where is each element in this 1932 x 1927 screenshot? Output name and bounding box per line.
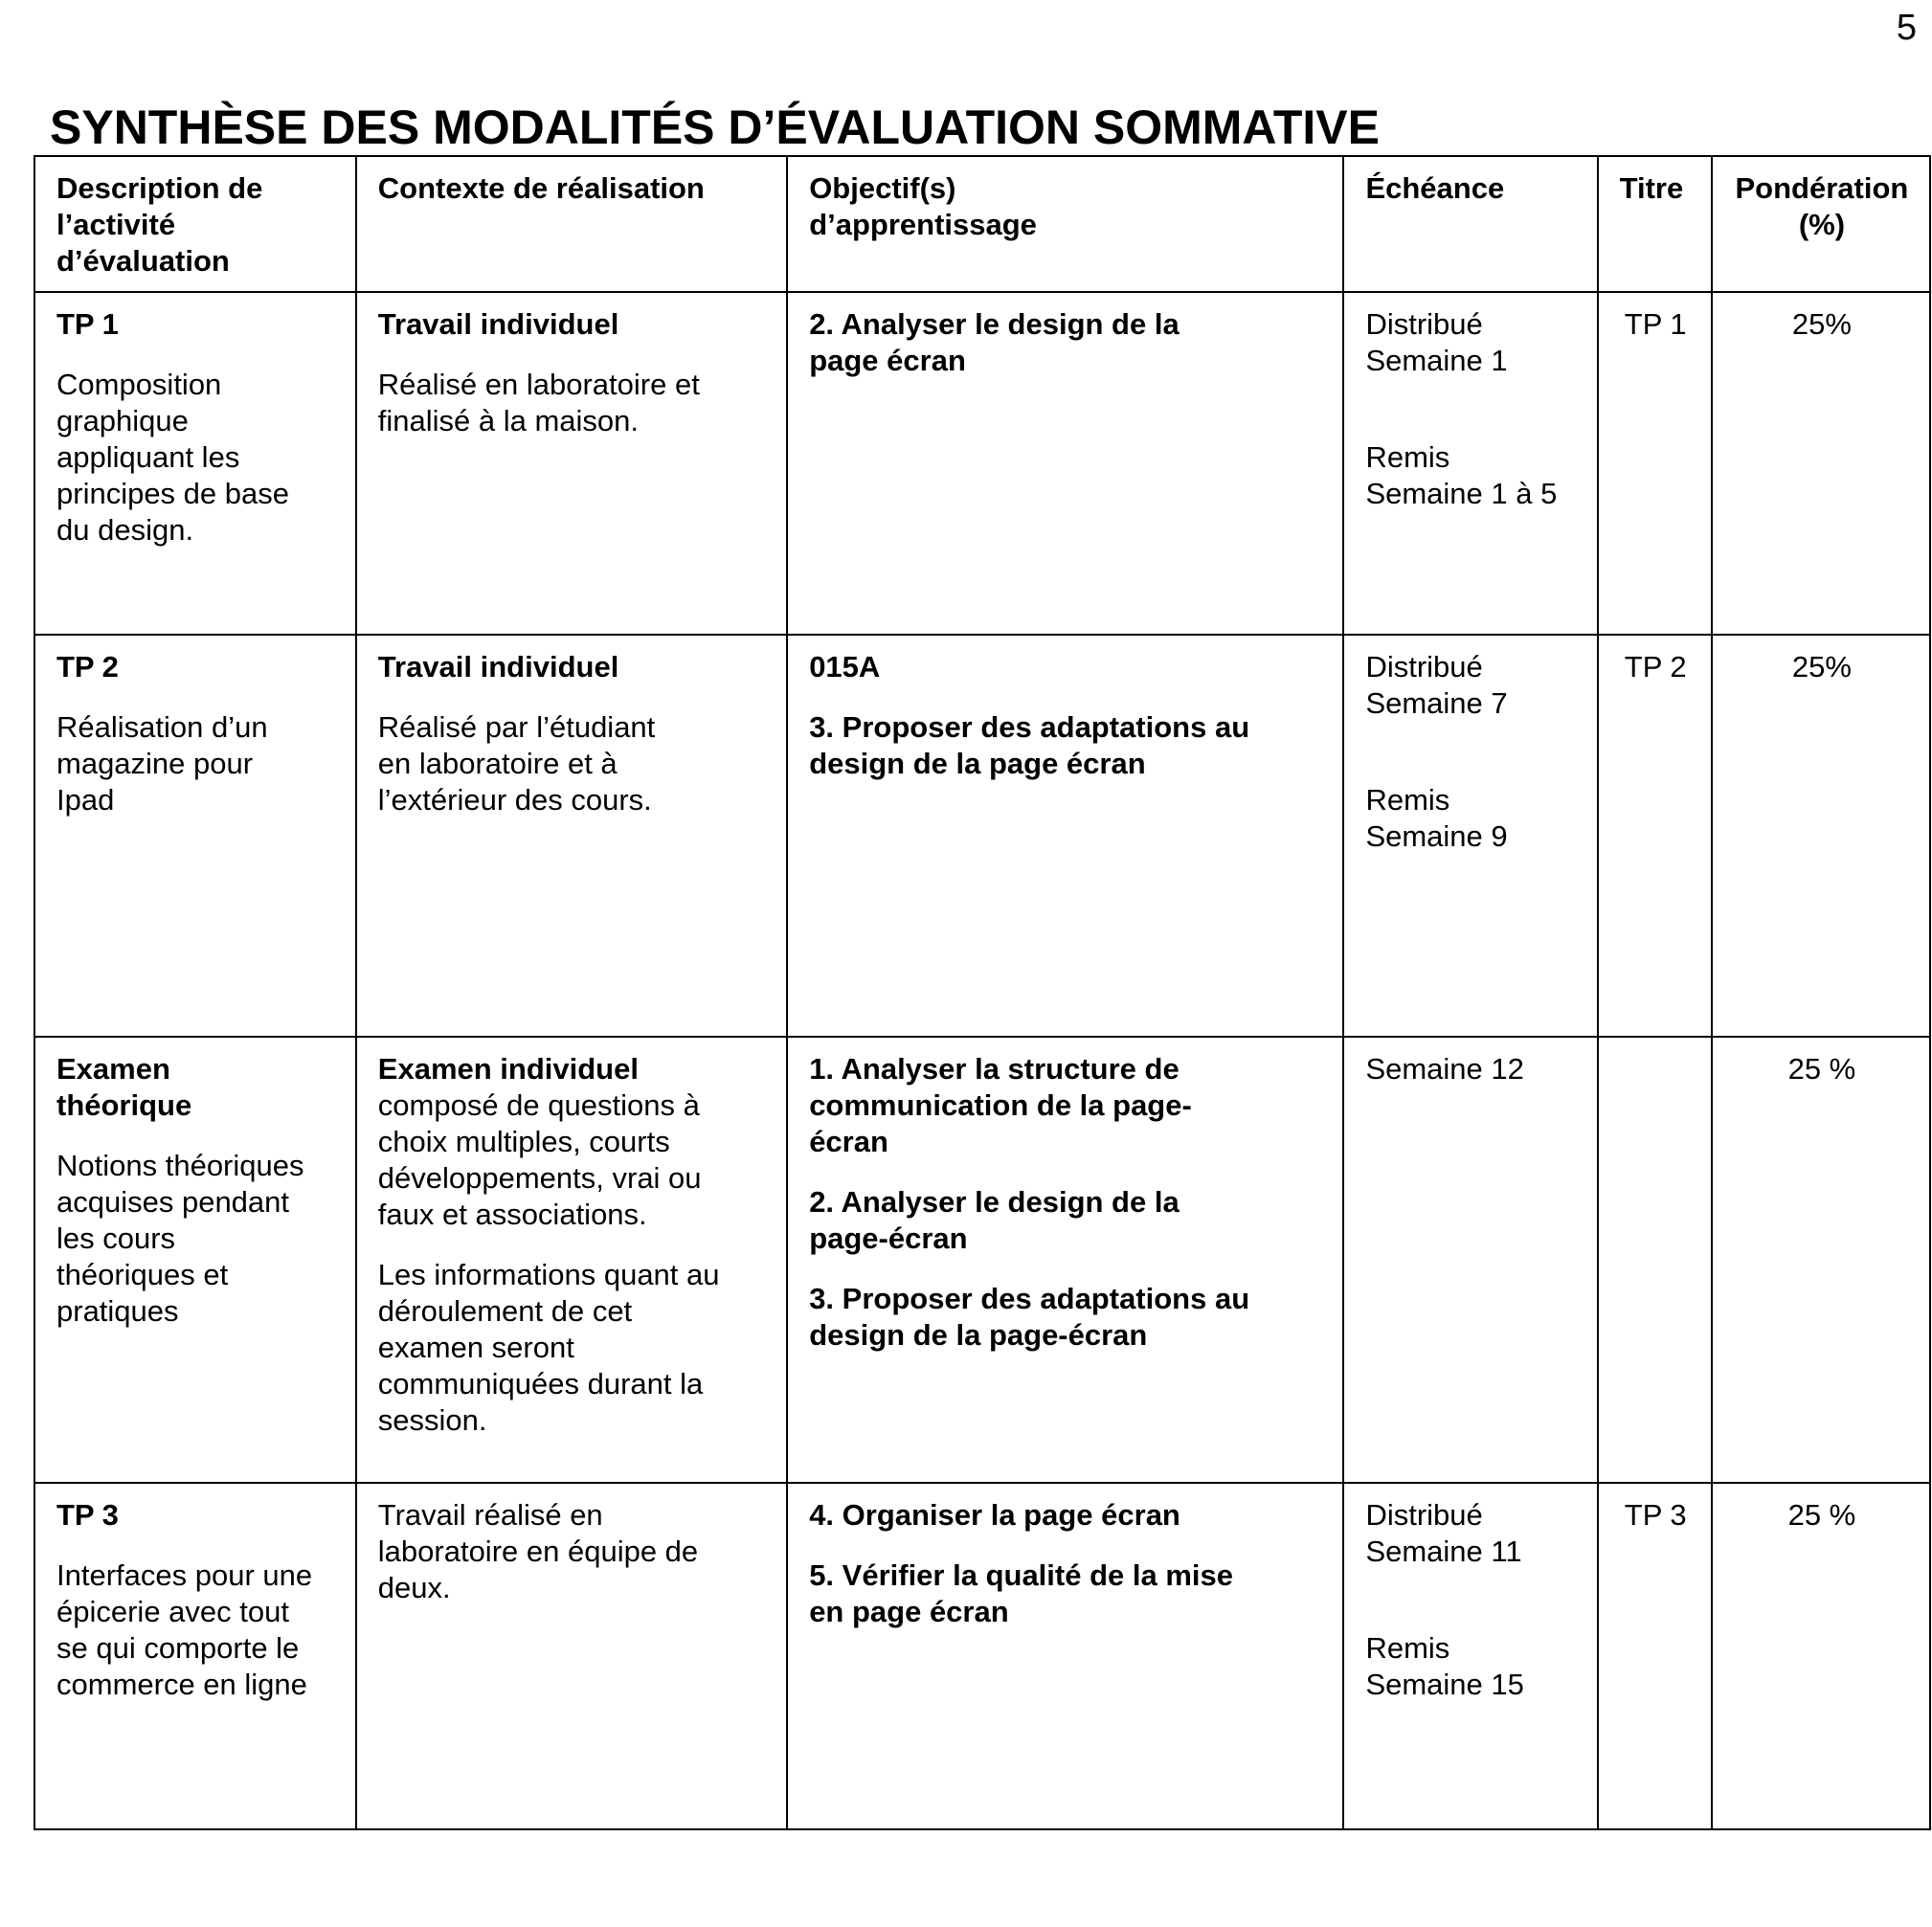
header-titre [1598, 156, 1712, 292]
objectif-item [809, 1557, 1323, 1630]
description-line: commerce en ligne [56, 1668, 307, 1701]
cell-contexte [356, 1037, 787, 1483]
header-description-line: l’activité [56, 208, 176, 241]
echeance-line: Distribué [1365, 650, 1483, 683]
echeance-line: Remis [1365, 783, 1450, 817]
echeance-line: Remis [1365, 440, 1450, 474]
header-echeance [1343, 156, 1597, 292]
activity-name: TP 2 [56, 650, 119, 683]
contexte-line: finalisé à la maison. [377, 404, 640, 437]
table-row [34, 292, 1930, 635]
contexte-line: Réalisé par l’étudiant [377, 710, 656, 744]
ponderation-value: 25% [1791, 650, 1852, 683]
cell-echeance [1343, 1037, 1597, 1483]
objectif-line: 015A [809, 650, 881, 683]
cell-objectifs [787, 635, 1343, 1037]
activity-name-line: théorique [56, 1088, 192, 1122]
header-ponderation-line: Pondération [1735, 171, 1909, 205]
echeance-line: Semaine 7 [1365, 686, 1508, 720]
objectif-line: page écran [809, 344, 966, 377]
header-description-line: Description de [56, 171, 263, 205]
cell-contexte [356, 292, 787, 635]
objectif-item [809, 1281, 1323, 1354]
activity-description [56, 1148, 336, 1330]
objectif-line: page-écran [809, 1221, 968, 1255]
activity-name: TP 3 [56, 1498, 119, 1532]
objectif-line: 2. Analyser le design de la [809, 307, 1179, 341]
table-header-row [34, 156, 1930, 292]
echeance-remis [1365, 782, 1577, 855]
objectif-item [809, 649, 1323, 685]
objectif-line: écran [809, 1125, 888, 1158]
contexte-text [378, 1087, 767, 1233]
header-description [34, 156, 356, 292]
cell-echeance [1343, 635, 1597, 1037]
contexte-line: l’extérieur des cours. [377, 783, 652, 817]
cell-ponderation [1712, 635, 1930, 1037]
description-line: théoriques et [56, 1258, 229, 1291]
header-ponderation-line: (%) [1798, 208, 1846, 241]
echeance-line: Semaine 9 [1365, 819, 1508, 853]
contexte-line: laboratoire en équipe de [377, 1535, 699, 1568]
description-line: principes de base [56, 477, 289, 510]
contexte-line: en laboratoire et à [377, 747, 618, 780]
contexte-line: développements, vrai ou [377, 1161, 702, 1195]
cell-echeance [1343, 292, 1597, 635]
header-ponderation [1712, 156, 1930, 292]
activity-description [56, 709, 336, 818]
contexte-text [378, 709, 767, 818]
objectif-item [809, 1051, 1323, 1160]
header-contexte [356, 156, 787, 292]
description-line: magazine pour [56, 747, 254, 780]
activity-description [56, 367, 336, 549]
objectif-line: design de la page écran [809, 747, 1146, 780]
cell-description [34, 1037, 356, 1483]
description-line: Notions théoriques [56, 1149, 304, 1182]
objectif-line: 1. Analyser la structure de [809, 1052, 1179, 1086]
objectif-line: 2. Analyser le design de la [809, 1185, 1179, 1219]
ponderation-value: 25 % [1787, 1052, 1856, 1086]
ponderation-value: 25 % [1787, 1498, 1856, 1532]
description-line: se qui comporte le [56, 1631, 300, 1665]
header-objectifs [787, 156, 1343, 292]
contexte-text [378, 1257, 767, 1439]
header-objectifs-line: Objectif(s) [809, 171, 956, 205]
echeance-line: Distribué [1365, 307, 1483, 341]
evaluation-table [34, 155, 1931, 1830]
contexte-line: composé de questions à [377, 1088, 700, 1122]
contexte-line: deux. [377, 1571, 451, 1604]
contexte-line: Les informations quant au [377, 1258, 720, 1291]
echeance-line: Semaine 1 [1365, 344, 1508, 377]
cell-objectifs [787, 1037, 1343, 1483]
header-contexte-label: Contexte de réalisation [377, 171, 705, 205]
objectif-line: 5. Vérifier la qualité de la mise [809, 1558, 1233, 1592]
cell-titre [1598, 1483, 1712, 1829]
echeance-line: Semaine 12 [1365, 1052, 1524, 1086]
description-line: Réalisation d’un [56, 710, 268, 744]
cell-echeance [1343, 1483, 1597, 1829]
cell-ponderation [1712, 1037, 1930, 1483]
cell-titre [1598, 292, 1712, 635]
objectif-line: design de la page-écran [809, 1318, 1148, 1352]
objectif-item [809, 1497, 1323, 1534]
description-line: appliquant les [56, 440, 240, 474]
contexte-line: Travail réalisé en [377, 1498, 603, 1532]
table-row [34, 635, 1930, 1037]
description-line: les cours [56, 1221, 176, 1255]
description-line: épicerie avec tout [56, 1595, 289, 1628]
cell-contexte [356, 635, 787, 1037]
cell-titre [1598, 1037, 1712, 1483]
contexte-line: choix multiples, courts [377, 1125, 670, 1158]
contexte-title: Travail individuel [377, 307, 619, 341]
activity-name-line: Examen [56, 1052, 170, 1086]
contexte-text [378, 1497, 767, 1606]
echeance-line: Semaine 15 [1365, 1668, 1524, 1701]
header-titre-label: Titre [1619, 171, 1684, 205]
echeance-line: Remis [1365, 1631, 1450, 1665]
description-line: acquises pendant [56, 1185, 290, 1219]
objectif-line: 3. Proposer des adaptations au [809, 710, 1250, 744]
titre-value: TP 2 [1624, 650, 1687, 683]
objectif-line: en page écran [809, 1595, 1009, 1628]
contexte-title: Travail individuel [377, 650, 619, 683]
cell-ponderation [1712, 292, 1930, 635]
contexte-line: communiquées durant la [377, 1367, 704, 1400]
header-objectifs-line: d’apprentissage [809, 208, 1037, 241]
cell-objectifs [787, 1483, 1343, 1829]
header-description-line: d’évaluation [56, 244, 230, 278]
titre-value: TP 1 [1624, 307, 1687, 341]
page-number: 5 [1896, 8, 1917, 48]
table-row [34, 1483, 1930, 1829]
echeance-line: Semaine 1 à 5 [1365, 477, 1558, 510]
contexte-line: faux et associations. [377, 1198, 647, 1231]
header-echeance-label: Échéance [1365, 171, 1505, 205]
objectif-line: 4. Organiser la page écran [809, 1498, 1180, 1532]
contexte-text [378, 367, 767, 439]
cell-titre [1598, 635, 1712, 1037]
description-line: Interfaces pour une [56, 1558, 313, 1592]
description-line: Composition [56, 368, 222, 401]
echeance-remis [1365, 439, 1577, 512]
description-line: du design. [56, 513, 194, 547]
contexte-line: session. [377, 1403, 487, 1437]
cell-description [34, 1483, 356, 1829]
cell-objectifs [787, 292, 1343, 635]
description-line: pratiques [56, 1294, 179, 1328]
contexte-title: Examen individuel [377, 1052, 639, 1086]
echeance-line: Semaine 11 [1365, 1535, 1522, 1568]
objectif-item [809, 306, 1323, 379]
cell-contexte [356, 1483, 787, 1829]
objectif-item [809, 709, 1323, 782]
description-line: graphique [56, 404, 189, 437]
page-title: SYNTHÈSE DES MODALITÉS D’ÉVALUATION SOMMATIVE [50, 101, 1380, 154]
activity-description [56, 1557, 336, 1703]
activity-name [56, 1051, 336, 1124]
cell-description [34, 292, 356, 635]
objectif-item [809, 1184, 1323, 1257]
cell-description [34, 635, 356, 1037]
objectif-line: 3. Proposer des adaptations au [809, 1282, 1250, 1315]
echeance-remis [1365, 1630, 1577, 1703]
objectif-line: communication de la page- [809, 1088, 1192, 1122]
titre-value: TP 3 [1624, 1498, 1687, 1532]
description-line: Ipad [56, 783, 115, 817]
echeance-line: Distribué [1365, 1498, 1483, 1532]
cell-ponderation [1712, 1483, 1930, 1829]
contexte-line: déroulement de cet [377, 1294, 633, 1328]
contexte-line: Réalisé en laboratoire et [377, 368, 700, 401]
ponderation-value: 25% [1791, 307, 1852, 341]
activity-name: TP 1 [56, 307, 119, 341]
table-row [34, 1037, 1930, 1483]
contexte-line: examen seront [377, 1331, 574, 1364]
